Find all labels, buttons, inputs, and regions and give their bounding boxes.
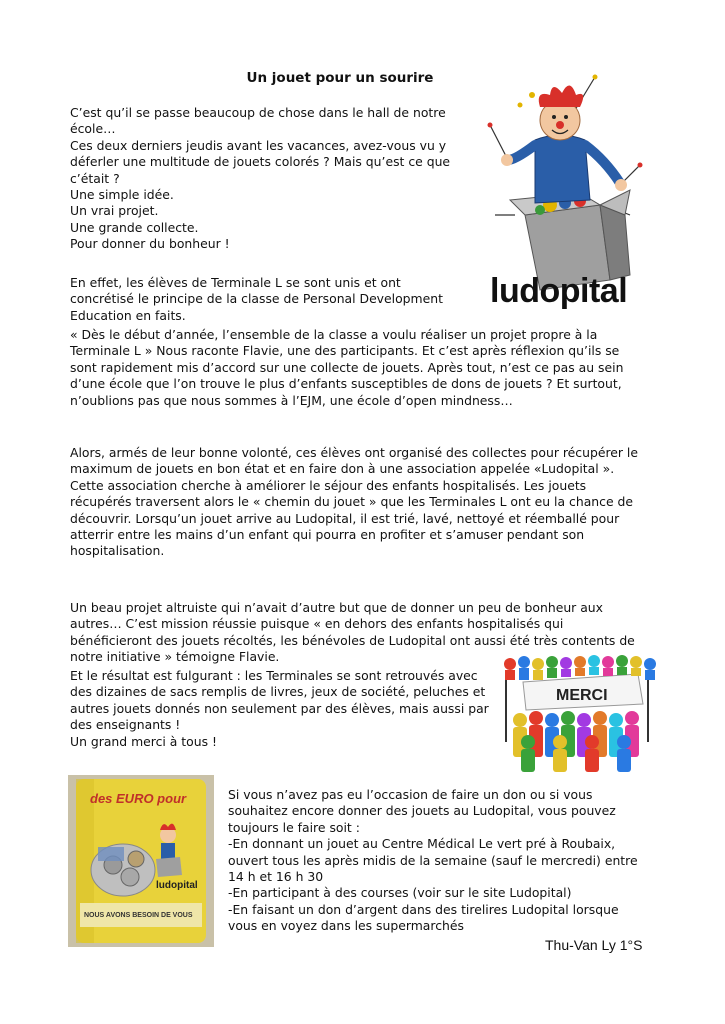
tirelire-donation-can-image bbox=[68, 775, 214, 947]
ludopital-logo-text: ludopital bbox=[490, 272, 628, 310]
merci-sign-text: MERCI bbox=[556, 687, 608, 704]
tirelire-brand-text: ludopital bbox=[156, 880, 198, 891]
paragraph-resultat: Et le résultat est fulgurant : les Terminales se sont retrouvés avec des dizaines de sacs remplis de livres, jeux de société, peluches et autres jouets donnés non seulement par des élèves, mais aussi par des enseignants ! Un grand merci à tous ! bbox=[70, 668, 489, 749]
paragraph-flavie-quote: « Dès le début d’année, l’ensemble de la classe a voulu réaliser un projet propre à la Terminale L » Nous raconte Flavie, une des participants. Et c’est après réflexion qu’ils se sont rapidement mis d’accord sur une collecte de jouets. Après tout, n’est ce pas au sein d’une école que l’on trouve le plus d’enfants susceptibles de dons de jouets ? Et surtout, n’oublions pas que nous sommes à l’EJM, une école d’open mindness… bbox=[70, 327, 624, 408]
article-title: Un jouet pour un sourire bbox=[246, 70, 434, 86]
paragraph-comment-donner: Si vous n’avez pas eu l’occasion de faire un don ou si vous souhaitez encore donner des jouets au Ludopital, vous pouvez toujours le faire soit : -En donnant un jouet au Centre Médical Le vert pré à Roubaix, ouvert tous les après midis de la semaine (sauf le mercredi) entre 14 h et 16 h 30 -En participant à des courses (voir sur le site Ludopital) -En faisant un don d’argent dans des tirelires Ludopital lorsque vous en voyez dans les supermarchés bbox=[228, 787, 638, 934]
paragraph-collecte: Alors, armés de leur bonne volonté, ces élèves ont organisé des collectes pour récupérer le maximum de jouets en bon état et en faire don à une association appelée «Ludopital ». Cette association cherche à améliorer le séjour des enfants hospitalisés. Les jouets récupérés traversent alors le « chemin du jouet » que les Terminales L ont eu la chance de découvrir. Lorsqu’un jouet arrive au Ludopital, il est trié, lavé, nettoyé et réemballé pour atterrir entre les mains d’un enfant qui pourra en profiter et s’amuser pendant son hospitalisation. bbox=[70, 445, 638, 559]
tirelire-top-text: des EURO pour bbox=[90, 791, 187, 806]
paragraph-terminale-intro: En effet, les élèves de Terminale L se sont unis et ont concrétisé le principe de la classe de Personal Development Education en faits. bbox=[70, 275, 443, 323]
paragraph-projet-altruiste: Un beau projet altruiste qui n’avait d’autre but que de donner un peu de bonheur aux autres… C’est mission réussie puisque « en dehors des enfants hospitalisés qui bénéficieront des jouets récoltés, les bénévoles de Ludopital ont aussi été très contents de notre initiative » témoigne Flavie. bbox=[70, 600, 635, 665]
merci-crowd-image bbox=[498, 652, 658, 772]
author-signature: Thu-Van Ly 1°S bbox=[545, 937, 643, 953]
tirelire-banner-text: NOUS AVONS BESOIN DE VOUS bbox=[84, 912, 193, 919]
intro-paragraph: C’est qu’il se passe beaucoup de chose dans le hall de notre école… Ces deux derniers jeudis avant les vacances, avez-vous vu y déferler une multitude de jouets colorés ? Mais qu’est ce que c’était ? Une simple idée. Un vrai projet. Une grande collecte. Pour donner du bonheur ! bbox=[70, 105, 451, 252]
